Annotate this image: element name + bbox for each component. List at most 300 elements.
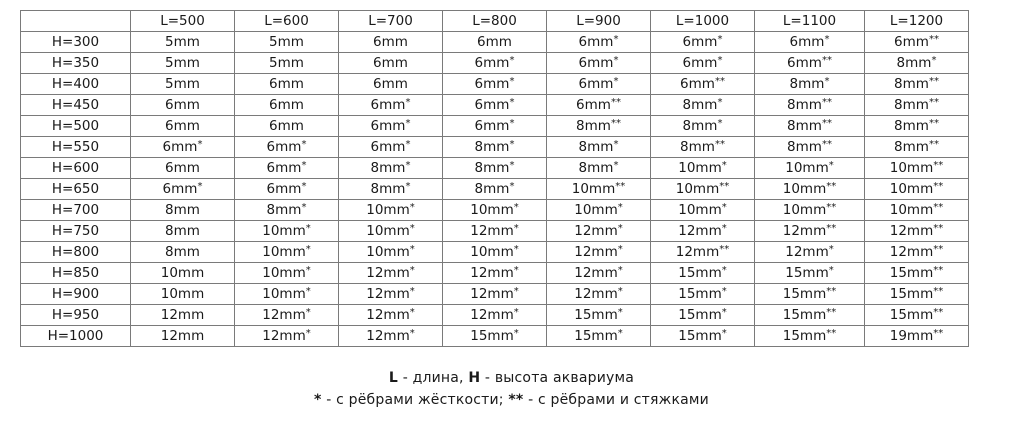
cell-marker: **	[821, 55, 832, 66]
thickness-cell	[755, 305, 865, 326]
thickness-cell	[235, 305, 339, 326]
cell-marker: *	[717, 97, 723, 108]
thickness-cell	[443, 53, 547, 74]
cell-marker: *	[509, 160, 515, 171]
column-header: L=800	[443, 11, 547, 32]
thickness-cell	[651, 263, 755, 284]
thickness-cell	[755, 284, 865, 305]
cell-marker: *	[301, 202, 307, 213]
thickness-cell	[755, 74, 865, 95]
thickness-cell: 6mm	[235, 74, 339, 95]
thickness-cell	[235, 137, 339, 158]
cell-marker: *	[405, 118, 411, 129]
cell-value: 8mm	[578, 139, 614, 155]
thickness-cell	[443, 95, 547, 116]
thickness-cell	[755, 326, 865, 347]
table-body	[21, 32, 969, 347]
thickness-cell	[755, 32, 865, 53]
thickness-cell: 8mm	[131, 200, 235, 221]
cell-marker: *	[513, 244, 519, 255]
cell-marker: *	[721, 328, 727, 339]
cell-value: 15mm	[889, 307, 934, 323]
cell-value: 10mm	[782, 202, 827, 218]
cell-value: 10mm	[366, 223, 410, 239]
thickness-cell: 8mm	[131, 221, 235, 242]
cell-marker: **	[719, 181, 730, 192]
table-row	[21, 53, 969, 74]
cell-value: 15mm	[782, 328, 827, 344]
cell-value: 8mm	[474, 139, 510, 155]
thickness-cell	[235, 221, 339, 242]
cell-marker: *	[721, 160, 727, 171]
cell-value: 10mm	[262, 223, 306, 239]
thickness-cell	[443, 74, 547, 95]
table-row	[21, 95, 969, 116]
cell-marker: *	[617, 223, 623, 234]
cell-value: 19mm	[889, 328, 934, 344]
cell-value: 8mm	[680, 139, 715, 155]
row-header: H=700	[21, 200, 131, 221]
cell-marker: **	[933, 181, 944, 192]
cell-marker: *	[509, 139, 515, 150]
row-header: H=750	[21, 221, 131, 242]
cell-value: 6mm	[370, 118, 406, 134]
thickness-cell: 5mm	[131, 32, 235, 53]
thickness-cell	[547, 158, 651, 179]
cell-marker: *	[305, 328, 311, 339]
thickness-cell	[755, 200, 865, 221]
table-row	[21, 326, 969, 347]
table-row	[21, 284, 969, 305]
cell-marker: *	[409, 244, 415, 255]
table-row	[21, 158, 969, 179]
thickness-cell	[547, 179, 651, 200]
cell-value: 6mm	[682, 55, 718, 71]
cell-value: 15mm	[678, 265, 722, 281]
cell-value: 12mm	[574, 244, 618, 260]
table-row	[21, 179, 969, 200]
thickness-cell	[755, 53, 865, 74]
cell-marker: **	[826, 328, 837, 339]
thickness-cell	[547, 284, 651, 305]
cell-value: 6mm	[787, 55, 822, 71]
cell-marker: *	[824, 34, 830, 45]
cell-value: 12mm	[785, 244, 829, 260]
cell-value: 10mm	[675, 181, 720, 197]
thickness-cell	[547, 305, 651, 326]
cell-marker: **	[821, 97, 832, 108]
cell-marker: *	[931, 55, 937, 66]
thickness-cell	[755, 116, 865, 137]
cell-marker: *	[301, 160, 307, 171]
thickness-cell: 6mm	[339, 32, 443, 53]
thickness-cell	[235, 242, 339, 263]
cell-marker: **	[928, 34, 939, 45]
table-row	[21, 32, 969, 53]
cell-marker: *	[828, 244, 834, 255]
cell-marker: **	[615, 181, 626, 192]
row-header: H=850	[21, 263, 131, 284]
legend-line-2	[0, 392, 1023, 408]
cell-marker: **	[933, 160, 944, 171]
cell-value: 8mm	[787, 97, 822, 113]
cell-value: 6mm	[370, 97, 406, 113]
thickness-cell	[865, 326, 969, 347]
cell-marker: *	[721, 223, 727, 234]
thickness-cell	[865, 95, 969, 116]
cell-value: 12mm	[366, 328, 410, 344]
cell-value: 8mm	[474, 181, 510, 197]
cell-value: 6mm	[578, 34, 614, 50]
thickness-cell	[339, 242, 443, 263]
cell-marker: **	[928, 76, 939, 87]
cell-value: 8mm	[370, 181, 406, 197]
row-header: H=800	[21, 242, 131, 263]
cell-marker: *	[617, 265, 623, 276]
cell-value: 6mm	[576, 97, 611, 113]
corner-cell	[21, 11, 131, 32]
thickness-cell	[547, 95, 651, 116]
cell-value: 10mm	[470, 244, 514, 260]
cell-value: 15mm	[785, 265, 829, 281]
cell-value: 8mm	[896, 55, 932, 71]
cell-value: 10mm	[262, 244, 306, 260]
legend-single-star-text: - с рёбрами жёсткости;	[321, 392, 509, 408]
cell-value: 15mm	[678, 307, 722, 323]
cell-value: 12mm	[366, 307, 410, 323]
cell-marker: *	[509, 181, 515, 192]
thickness-cell	[235, 179, 339, 200]
thickness-cell	[651, 284, 755, 305]
thickness-cell	[651, 200, 755, 221]
thickness-cell	[235, 326, 339, 347]
thickness-cell: 6mm	[339, 53, 443, 74]
thickness-cell	[443, 326, 547, 347]
thickness-cell: 5mm	[235, 53, 339, 74]
cell-value: 12mm	[470, 265, 514, 281]
thickness-cell	[755, 263, 865, 284]
thickness-cell	[865, 116, 969, 137]
table-row	[21, 221, 969, 242]
cell-value: 6mm	[474, 76, 510, 92]
cell-marker: **	[714, 139, 725, 150]
cell-marker: *	[513, 202, 519, 213]
thickness-cell	[547, 326, 651, 347]
cell-value: 6mm	[789, 34, 825, 50]
cell-value: 12mm	[574, 223, 618, 239]
legend-double-star-text: - с рёбрами и стяжками	[523, 392, 709, 408]
thickness-cell	[339, 284, 443, 305]
row-header: H=400	[21, 74, 131, 95]
thickness-cell: 5mm	[235, 32, 339, 53]
cell-value: 6mm	[162, 181, 198, 197]
cell-value: 8mm	[894, 118, 929, 134]
thickness-cell	[131, 137, 235, 158]
cell-marker: **	[714, 76, 725, 87]
cell-marker: **	[610, 118, 621, 129]
cell-value: 8mm	[787, 139, 822, 155]
table-row	[21, 137, 969, 158]
thickness-cell	[755, 221, 865, 242]
row-header: H=300	[21, 32, 131, 53]
thickness-cell	[443, 284, 547, 305]
cell-value: 12mm	[470, 286, 514, 302]
legend-single-star: *	[314, 392, 322, 408]
cell-marker: *	[509, 55, 515, 66]
cell-marker: *	[305, 265, 311, 276]
column-header: L=600	[235, 11, 339, 32]
thickness-cell	[131, 179, 235, 200]
cell-value: 15mm	[574, 307, 618, 323]
thickness-cell	[235, 200, 339, 221]
thickness-cell: 5mm	[131, 53, 235, 74]
cell-marker: *	[617, 328, 623, 339]
cell-value: 12mm	[675, 244, 720, 260]
cell-marker: *	[509, 97, 515, 108]
cell-marker: *	[513, 265, 519, 276]
thickness-cell	[651, 116, 755, 137]
cell-value: 8mm	[894, 97, 929, 113]
cell-value: 15mm	[889, 286, 934, 302]
thickness-cell	[547, 74, 651, 95]
cell-marker: **	[933, 265, 944, 276]
thickness-cell	[755, 158, 865, 179]
legend-line-1	[0, 370, 1023, 386]
cell-marker: *	[613, 76, 619, 87]
thickness-cell	[443, 179, 547, 200]
thickness-cell	[547, 32, 651, 53]
cell-value: 15mm	[782, 307, 827, 323]
cell-marker: *	[617, 244, 623, 255]
thickness-cell	[339, 116, 443, 137]
cell-value: 12mm	[366, 286, 410, 302]
column-header: L=900	[547, 11, 651, 32]
cell-value: 8mm	[370, 160, 406, 176]
table-row	[21, 305, 969, 326]
thickness-cell	[865, 158, 969, 179]
cell-value: 6mm	[578, 76, 614, 92]
cell-marker: *	[305, 244, 311, 255]
thickness-cell: 6mm	[235, 116, 339, 137]
cell-marker: **	[826, 286, 837, 297]
cell-value: 6mm	[266, 139, 302, 155]
cell-marker: *	[409, 223, 415, 234]
cell-marker: *	[405, 97, 411, 108]
glass-thickness-table	[20, 10, 969, 347]
table-row	[21, 263, 969, 284]
cell-value: 6mm	[370, 139, 406, 155]
thickness-cell: 10mm	[131, 284, 235, 305]
cell-marker: **	[933, 202, 944, 213]
cell-value: 8mm	[682, 97, 718, 113]
column-header: L=700	[339, 11, 443, 32]
thickness-cell	[339, 326, 443, 347]
thickness-cell: 6mm	[339, 74, 443, 95]
cell-marker: **	[933, 307, 944, 318]
cell-value: 12mm	[262, 328, 306, 344]
cell-value: 15mm	[782, 286, 827, 302]
cell-value: 6mm	[266, 160, 302, 176]
thickness-cell	[339, 95, 443, 116]
cell-marker: *	[824, 76, 830, 87]
thickness-cell	[235, 158, 339, 179]
thickness-cell	[443, 116, 547, 137]
cell-value: 10mm	[678, 160, 722, 176]
column-header: L=1200	[865, 11, 969, 32]
cell-marker: *	[509, 118, 515, 129]
thickness-cell: 12mm	[131, 326, 235, 347]
column-header: L=1000	[651, 11, 755, 32]
cell-value: 15mm	[470, 328, 514, 344]
cell-marker: *	[405, 160, 411, 171]
row-header: H=550	[21, 137, 131, 158]
cell-value: 12mm	[574, 286, 618, 302]
cell-marker: *	[305, 223, 311, 234]
cell-value: 15mm	[678, 328, 722, 344]
thickness-cell	[547, 263, 651, 284]
cell-marker: *	[513, 307, 519, 318]
cell-value: 12mm	[470, 307, 514, 323]
cell-value: 12mm	[574, 265, 618, 281]
thickness-cell	[651, 137, 755, 158]
table-header-row	[21, 11, 969, 32]
thickness-cell	[339, 200, 443, 221]
cell-value: 6mm	[474, 97, 510, 113]
cell-value: 10mm	[574, 202, 618, 218]
cell-marker: *	[717, 55, 723, 66]
thickness-cell	[755, 95, 865, 116]
column-header: L=500	[131, 11, 235, 32]
cell-value: 8mm	[266, 202, 302, 218]
cell-marker: **	[933, 286, 944, 297]
row-header: H=600	[21, 158, 131, 179]
cell-marker: *	[405, 181, 411, 192]
thickness-cell	[865, 53, 969, 74]
thickness-cell	[339, 158, 443, 179]
thickness-cell	[235, 284, 339, 305]
cell-value: 10mm	[571, 181, 616, 197]
thickness-cell	[865, 242, 969, 263]
cell-marker: *	[197, 139, 203, 150]
cell-value: 10mm	[366, 202, 410, 218]
thickness-cell	[651, 221, 755, 242]
cell-value: 15mm	[574, 328, 618, 344]
cell-marker: *	[513, 328, 519, 339]
cell-value: 12mm	[889, 244, 934, 260]
thickness-cell	[651, 158, 755, 179]
thickness-cell	[547, 200, 651, 221]
cell-value: 6mm	[894, 34, 929, 50]
cell-marker: **	[933, 328, 944, 339]
cell-value: 12mm	[889, 223, 934, 239]
cell-marker: **	[928, 97, 939, 108]
cell-marker: **	[826, 202, 837, 213]
cell-value: 12mm	[366, 265, 410, 281]
thickness-cell	[865, 305, 969, 326]
row-header: H=900	[21, 284, 131, 305]
cell-value: 6mm	[266, 181, 302, 197]
legend-h-symbol: H	[468, 370, 481, 386]
cell-value: 10mm	[889, 202, 934, 218]
cell-value: 10mm	[889, 160, 934, 176]
cell-marker: *	[613, 139, 619, 150]
cell-marker: *	[513, 223, 519, 234]
legend-l-text: - длина,	[398, 370, 469, 386]
legend-l-symbol: L	[388, 370, 399, 386]
legend-h-text: - высота аквариума	[480, 370, 635, 386]
cell-value: 12mm	[470, 223, 514, 239]
cell-marker: *	[409, 265, 415, 276]
thickness-cell	[755, 242, 865, 263]
thickness-cell	[339, 137, 443, 158]
thickness-cell	[865, 221, 969, 242]
cell-value: 8mm	[682, 118, 718, 134]
cell-marker: *	[305, 286, 311, 297]
cell-marker: **	[719, 244, 730, 255]
thickness-cell: 6mm	[443, 32, 547, 53]
cell-marker: *	[721, 307, 727, 318]
cell-marker: **	[826, 181, 837, 192]
thickness-cell	[443, 242, 547, 263]
thickness-cell	[443, 305, 547, 326]
cell-value: 12mm	[678, 223, 722, 239]
cell-marker: *	[721, 265, 727, 276]
thickness-cell	[865, 74, 969, 95]
thickness-cell	[651, 326, 755, 347]
cell-value: 6mm	[682, 34, 718, 50]
cell-marker: **	[826, 223, 837, 234]
thickness-cell	[865, 32, 969, 53]
thickness-cell	[339, 263, 443, 284]
thickness-cell	[547, 242, 651, 263]
thickness-cell	[651, 179, 755, 200]
cell-value: 10mm	[889, 181, 934, 197]
cell-value: 10mm	[366, 244, 410, 260]
cell-marker: *	[613, 160, 619, 171]
column-header: L=1100	[755, 11, 865, 32]
cell-value: 12mm	[262, 307, 306, 323]
cell-value: 10mm	[785, 160, 829, 176]
thickness-cell: 6mm	[131, 116, 235, 137]
cell-value: 12mm	[782, 223, 827, 239]
cell-marker: *	[301, 181, 307, 192]
cell-marker: *	[617, 202, 623, 213]
cell-value: 8mm	[789, 76, 825, 92]
table-row	[21, 200, 969, 221]
cell-marker: **	[928, 139, 939, 150]
cell-value: 8mm	[787, 118, 822, 134]
cell-marker: *	[613, 34, 619, 45]
cell-value: 6mm	[162, 139, 198, 155]
thickness-cell	[865, 263, 969, 284]
cell-value: 8mm	[894, 139, 929, 155]
cell-marker: *	[617, 307, 623, 318]
thickness-cell: 6mm	[131, 95, 235, 116]
cell-value: 10mm	[782, 181, 827, 197]
thickness-cell	[755, 137, 865, 158]
thickness-cell	[651, 74, 755, 95]
thickness-cell	[339, 179, 443, 200]
cell-marker: **	[821, 118, 832, 129]
thickness-cell	[651, 32, 755, 53]
cell-marker: **	[821, 139, 832, 150]
cell-marker: *	[409, 202, 415, 213]
row-header: H=500	[21, 116, 131, 137]
thickness-cell	[865, 284, 969, 305]
thickness-cell	[547, 137, 651, 158]
cell-marker: **	[933, 244, 944, 255]
table-row	[21, 116, 969, 137]
